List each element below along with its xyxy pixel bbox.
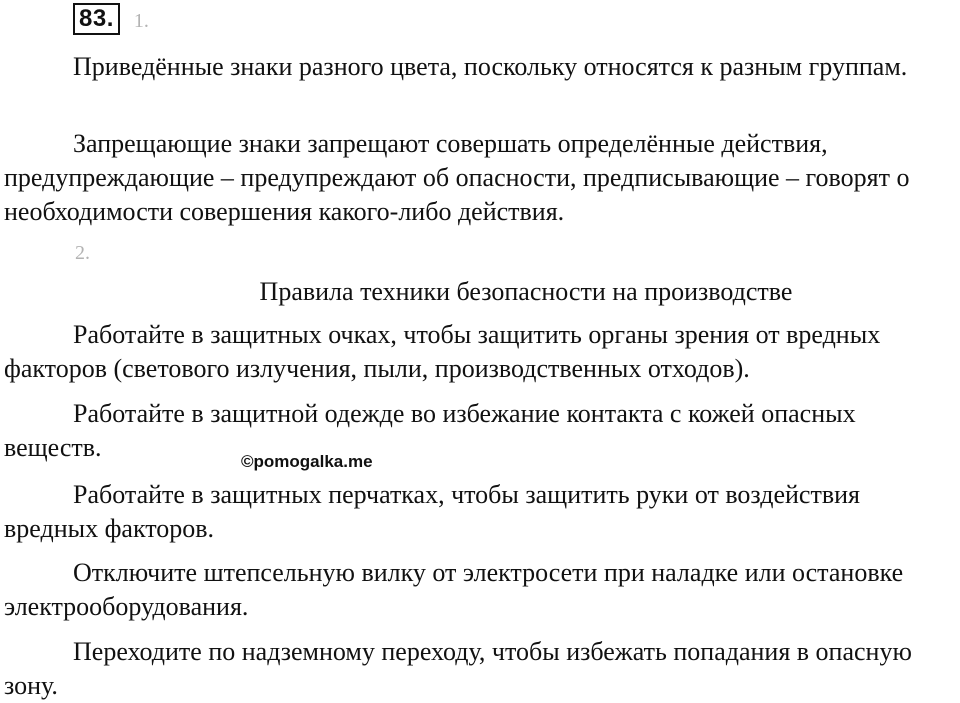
exercise-header: [73, 4, 149, 34]
rule-protective-clothing: [4, 397, 956, 465]
paragraph-text: Работайте в защитных перчатках, чтобы защитить руки от воздействия вредных факторов.: [4, 480, 860, 543]
paragraph-text: Переходите по надземному переходу, чтобы избежать попадания в опасную зону.: [4, 637, 912, 700]
rule-overpass: [4, 635, 956, 703]
exercise-number: 83.: [73, 3, 120, 35]
section-title: Правила техники безопасности на производстве: [259, 277, 793, 306]
part-2-label: 2.: [75, 242, 90, 264]
rule-gloves: [4, 478, 956, 546]
paragraph-sign-types: [4, 127, 956, 229]
watermark: ©pomogalka.me: [241, 452, 373, 471]
rule-goggles: [4, 318, 956, 386]
paragraph-text: Приведённые знаки разного цвета, поскольку относятся к разным группам.: [73, 52, 908, 81]
part-1-label: 1.: [133, 9, 149, 32]
paragraph-text: Работайте в защитной одежде во избежание контакта с кожей опасных веществ.: [4, 399, 856, 462]
paragraph-text: Запрещающие знаки запрещают совершать определённые действия, предупреждающие – предупреждают об опасности, предписывающие – говорят о необходимости совершения какого-либо действия.: [4, 129, 910, 226]
rule-unplug: [4, 556, 956, 624]
paragraph-text: Отключите штепсельную вилку от электросети при наладке или остановке электрооборудования.: [4, 558, 904, 621]
paragraph-text: Работайте в защитных очках, чтобы защитить органы зрения от вредных факторов (светового излучения, пыли, производственных отходов).: [4, 320, 881, 383]
paragraph-colors-of-signs: [4, 50, 956, 84]
